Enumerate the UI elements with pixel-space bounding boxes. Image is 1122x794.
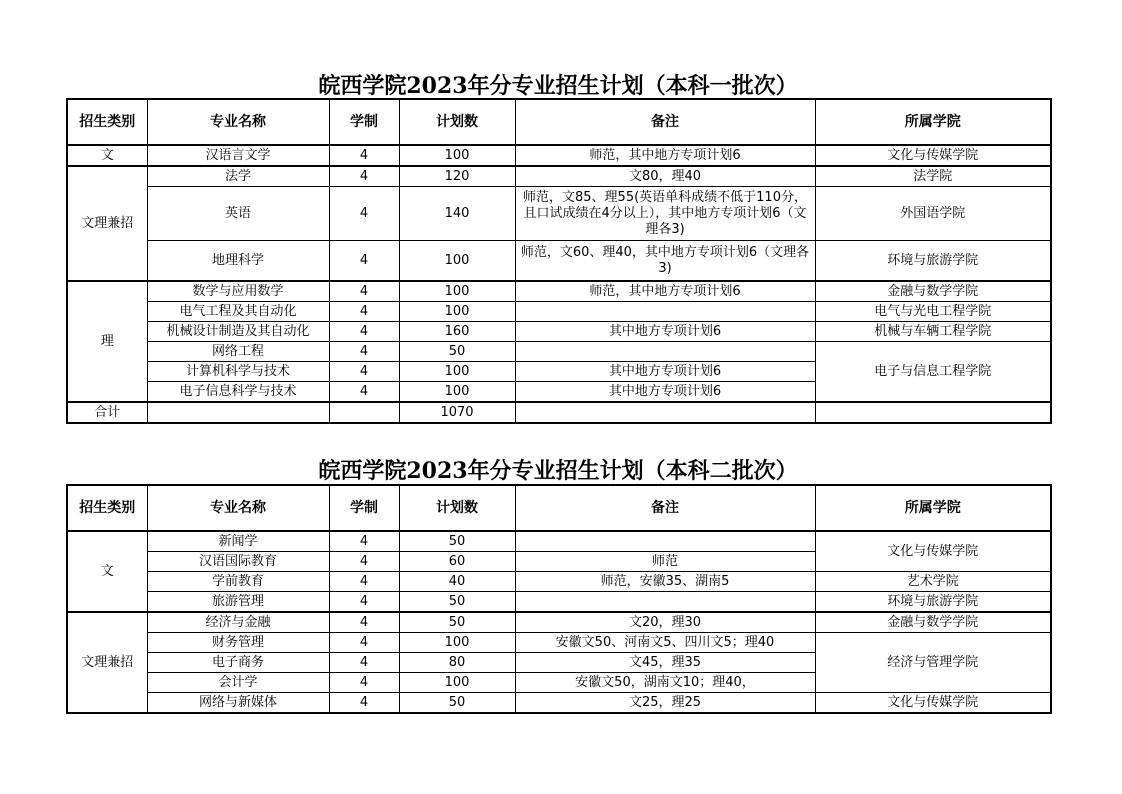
plan-cell: 50: [399, 531, 515, 552]
major-cell: 汉语国际教育: [147, 552, 329, 572]
note-cell: 文20，理30: [515, 612, 815, 633]
note-cell: 安徽文50、河南文5、四川文5；理40: [515, 633, 815, 653]
header-note: 备注: [515, 485, 815, 531]
college-cell: [815, 402, 1051, 423]
years-cell: 4: [329, 362, 399, 382]
table-header-row: [67, 485, 1051, 531]
plan-cell: 60: [399, 552, 515, 572]
category-cell: 文理兼招: [67, 612, 147, 713]
table-row: [67, 187, 1051, 241]
major-cell: 英语: [147, 187, 329, 241]
college-cell: 电子与信息工程学院: [815, 342, 1051, 403]
years-cell: 4: [329, 281, 399, 302]
college-cell: 电气与光电工程学院: [815, 302, 1051, 322]
plan-cell: 50: [399, 693, 515, 714]
years-cell: 4: [329, 633, 399, 653]
major-cell: 汉语言文学: [147, 145, 329, 166]
category-cell: 文: [67, 145, 147, 166]
major-cell: 机械设计制造及其自动化: [147, 322, 329, 342]
note-cell: [515, 531, 815, 552]
college-cell: 金融与数学学院: [815, 612, 1051, 633]
college-cell: 环境与旅游学院: [815, 592, 1051, 613]
header-years: 学制: [329, 485, 399, 531]
years-cell: 4: [329, 382, 399, 403]
years-cell: 4: [329, 612, 399, 633]
note-cell: 其中地方专项计划6: [515, 322, 815, 342]
note-cell: 其中地方专项计划6: [515, 382, 815, 403]
major-cell: 网络与新媒体: [147, 693, 329, 714]
plan-cell: 100: [399, 281, 515, 302]
note-cell: 文80，理40: [515, 166, 815, 187]
table-row: [67, 633, 1051, 653]
header-college: 所属学院: [815, 99, 1051, 145]
table-row: [67, 241, 1051, 282]
table-row: [67, 572, 1051, 592]
note-cell: 师范: [515, 552, 815, 572]
college-cell: 经济与管理学院: [815, 633, 1051, 693]
plan-cell: 100: [399, 362, 515, 382]
plan-cell: 100: [399, 302, 515, 322]
college-cell: 法学院: [815, 166, 1051, 187]
years-cell: [329, 402, 399, 423]
table-row: [67, 281, 1051, 302]
major-cell: 电气工程及其自动化: [147, 302, 329, 322]
years-cell: 4: [329, 342, 399, 362]
years-cell: 4: [329, 302, 399, 322]
table-row: [67, 612, 1051, 633]
major-cell: 会计学: [147, 673, 329, 693]
college-cell: 机械与车辆工程学院: [815, 322, 1051, 342]
years-cell: 4: [329, 693, 399, 714]
college-cell: 文化与传媒学院: [815, 145, 1051, 166]
total-row: [67, 402, 1051, 423]
major-cell: 数学与应用数学: [147, 281, 329, 302]
college-cell: 文化与传媒学院: [815, 693, 1051, 714]
plan-cell: 50: [399, 612, 515, 633]
years-cell: 4: [329, 531, 399, 552]
header-college: 所属学院: [815, 485, 1051, 531]
plan-cell: 100: [399, 145, 515, 166]
college-cell: 外国语学院: [815, 187, 1051, 241]
enrollment-table-batch1: [66, 98, 1052, 424]
table-row: [67, 592, 1051, 613]
major-cell: 新闻学: [147, 531, 329, 552]
enrollment-table-batch2: [66, 484, 1052, 714]
years-cell: 4: [329, 673, 399, 693]
header-plan: 计划数: [399, 485, 515, 531]
plan-cell: 40: [399, 572, 515, 592]
total-plan: 1070: [399, 402, 515, 423]
note-cell: 师范，文60、理40，其中地方专项计划6（文理各3): [515, 241, 815, 282]
table-row: [67, 166, 1051, 187]
note-cell: 文45，理35: [515, 653, 815, 673]
plan-cell: 50: [399, 592, 515, 613]
major-cell: 地理科学: [147, 241, 329, 282]
table-row: [67, 322, 1051, 342]
header-category: 招生类别: [67, 99, 147, 145]
major-cell: 旅游管理: [147, 592, 329, 613]
note-cell: [515, 402, 815, 423]
table1-title: 皖西学院2023年分专业招生计划（本科一批次）: [318, 73, 798, 99]
college-cell: 艺术学院: [815, 572, 1051, 592]
years-cell: 4: [329, 552, 399, 572]
note-cell: 安徽文50，湖南文10；理40，: [515, 673, 815, 693]
years-cell: 4: [329, 187, 399, 241]
table-row: [67, 342, 1051, 362]
note-cell: 师范，其中地方专项计划6: [515, 281, 815, 302]
header-major: 专业名称: [147, 99, 329, 145]
major-cell: 电子商务: [147, 653, 329, 673]
header-plan: 计划数: [399, 99, 515, 145]
category-cell: 文: [67, 531, 147, 612]
years-cell: 4: [329, 241, 399, 282]
plan-cell: 140: [399, 187, 515, 241]
total-label: 合计: [67, 402, 147, 423]
years-cell: 4: [329, 653, 399, 673]
note-cell: 其中地方专项计划6: [515, 362, 815, 382]
years-cell: 4: [329, 322, 399, 342]
note-cell: [515, 302, 815, 322]
plan-cell: 160: [399, 322, 515, 342]
major-cell: 计算机科学与技术: [147, 362, 329, 382]
college-cell: 环境与旅游学院: [815, 241, 1051, 282]
header-category: 招生类别: [67, 485, 147, 531]
table-row: [67, 145, 1051, 166]
table-row: [67, 302, 1051, 322]
table2-title: 皖西学院2023年分专业招生计划（本科二批次）: [318, 458, 798, 484]
years-cell: 4: [329, 145, 399, 166]
note-cell: [515, 592, 815, 613]
major-cell: 学前教育: [147, 572, 329, 592]
category-cell: 理: [67, 281, 147, 402]
major-cell: 财务管理: [147, 633, 329, 653]
category-cell: 文理兼招: [67, 166, 147, 281]
note-cell: 师范，其中地方专项计划6: [515, 145, 815, 166]
header-years: 学制: [329, 99, 399, 145]
plan-cell: 100: [399, 241, 515, 282]
plan-cell: 100: [399, 633, 515, 653]
years-cell: 4: [329, 572, 399, 592]
years-cell: 4: [329, 166, 399, 187]
note-cell: 师范，安徽35、湖南5: [515, 572, 815, 592]
plan-cell: 100: [399, 673, 515, 693]
table-row: [67, 531, 1051, 552]
major-cell: 电子信息科学与技术: [147, 382, 329, 403]
major-cell: 法学: [147, 166, 329, 187]
plan-cell: 100: [399, 382, 515, 403]
major-cell: 经济与金融: [147, 612, 329, 633]
years-cell: 4: [329, 592, 399, 613]
plan-cell: 120: [399, 166, 515, 187]
college-cell: 金融与数学学院: [815, 281, 1051, 302]
header-major: 专业名称: [147, 485, 329, 531]
table-row: [67, 693, 1051, 714]
note-cell: [515, 342, 815, 362]
plan-cell: 50: [399, 342, 515, 362]
header-note: 备注: [515, 99, 815, 145]
major-cell: 网络工程: [147, 342, 329, 362]
note-cell: 师范，文85、理55(英语单科成绩不低于110分，且口试成绩在4分以上），其中地方专项计划6（文理各3): [515, 187, 815, 241]
college-cell: 文化与传媒学院: [815, 531, 1051, 572]
major-cell: [147, 402, 329, 423]
plan-cell: 80: [399, 653, 515, 673]
note-cell: 文25，理25: [515, 693, 815, 714]
table-header-row: [67, 99, 1051, 145]
